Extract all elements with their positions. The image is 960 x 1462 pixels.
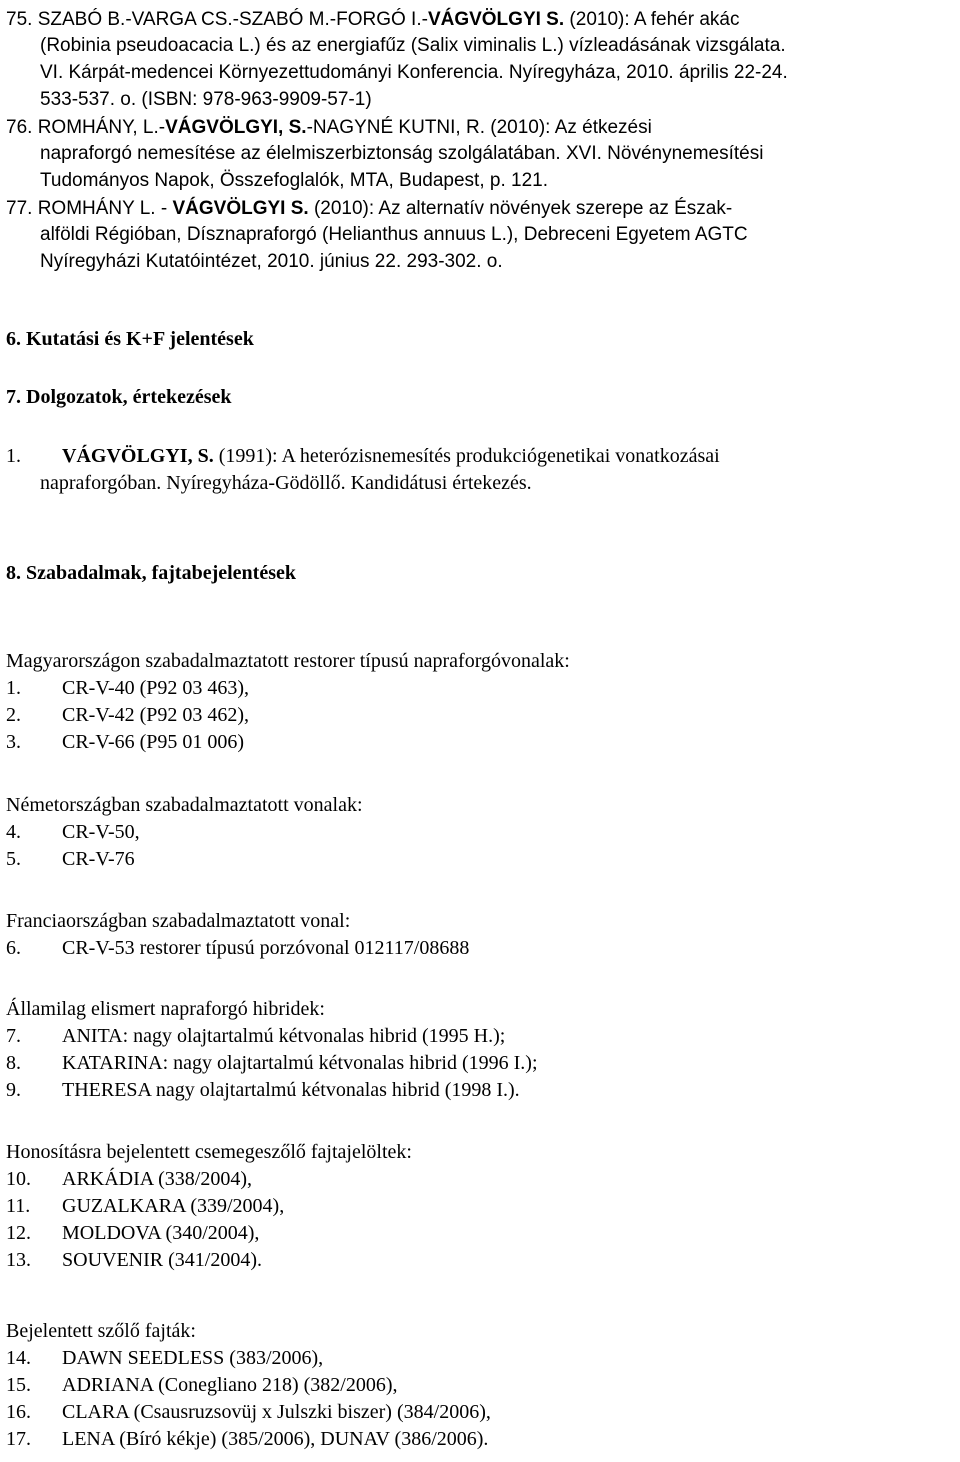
list-item [6, 1372, 398, 1398]
list-item [6, 702, 249, 728]
list-item [6, 1077, 520, 1103]
list-item [6, 729, 244, 755]
item-number: 3. [6, 731, 21, 753]
section-7-heading: 7. Dolgozatok, értekezések [6, 386, 232, 408]
dissertation-line-2: napraforgóban. Nyíregyháza-Gödöllő. Kandidátusi értekezés. [40, 472, 532, 494]
ref-75-line-3: VI. Kárpát-medencei Környezettudományi Konferencia. Nyíregyháza, 2010. április 22-24. [40, 62, 788, 83]
item-text: ANITA: nagy olajtartalmú kétvonalas hibrid (1995 H.); [62, 1025, 506, 1047]
item-number: 14. [6, 1347, 31, 1369]
ref-77-line-1 [6, 195, 732, 221]
item-number: 9. [6, 1079, 21, 1101]
ref-75-year-title: (2010): A fehér akác [564, 9, 740, 30]
item-text: SOUVENIR (341/2004). [62, 1249, 262, 1271]
item-number: 4. [6, 821, 21, 843]
item-number: 13. [6, 1249, 31, 1271]
list-item [6, 1426, 488, 1452]
item-number: 1. [6, 677, 21, 699]
item-number: 11. [6, 1195, 31, 1217]
item-number: 5. [6, 848, 21, 870]
item-number: 6. [6, 937, 21, 959]
dissertation-author: VÁGVÖLGYI, S. [62, 445, 214, 467]
dissertation-number: 1. [6, 445, 21, 467]
group-heading-fr-patent: Franciaországban szabadalmaztatott vonal: [6, 910, 351, 932]
ref-76-line-1 [6, 114, 652, 140]
list-item [6, 1220, 259, 1246]
ref-76-line-3: Tudományos Napok, Összefoglalók, MTA, Budapest, p. 121. [40, 170, 548, 191]
item-text: CR-V-40 (P92 03 463), [62, 677, 250, 699]
group-heading-hybrids: Államilag elismert napraforgó hibridek: [6, 998, 325, 1020]
list-item [6, 1050, 538, 1076]
item-text: CR-V-50, [62, 821, 140, 843]
ref-76-authors: 76. ROMHÁNY, L.- [6, 117, 166, 138]
ref-75-line-1 [6, 6, 739, 32]
list-item [6, 1399, 491, 1425]
ref-75-line-2: (Robinia pseudoacacia L.) és az energiafűz (Salix viminalis L.) vízleadásának vizsgálata. [40, 35, 786, 56]
ref-75-authors: 75. SZABÓ B.-VARGA CS.-SZABÓ M.-FORGÓ I.- [6, 9, 428, 30]
section-8-heading: 8. Szabadalmak, fajtabejelentések [6, 562, 296, 584]
group-heading-de-patents: Németországban szabadalmaztatott vonalak: [6, 794, 363, 816]
section-6-heading: 6. Kutatási és K+F jelentések [6, 328, 254, 350]
item-text: CR-V-42 (P92 03 462), [62, 704, 250, 726]
item-text: ARKÁDIA (338/2004), [62, 1168, 252, 1190]
list-item [6, 846, 135, 872]
list-item [6, 819, 140, 845]
item-number: 7. [6, 1025, 21, 1047]
item-text: ADRIANA (Conegliano 218) (382/2006), [62, 1374, 398, 1396]
item-number: 17. [6, 1428, 31, 1450]
item-text: MOLDOVA (340/2004), [62, 1222, 260, 1244]
item-text: THERESA nagy olajtartalmú kétvonalas hibrid (1998 I.). [62, 1079, 520, 1101]
ref-76-highlight-author: VÁGVÖLGYI, S. [165, 117, 307, 138]
item-text: CR-V-66 (P95 01 006) [62, 731, 245, 753]
item-number: 12. [6, 1222, 31, 1244]
ref-76-line-2: napraforgó nemesítése az élelmiszerbiztonság szolgálatában. XVI. Növénynemesítési [40, 143, 764, 164]
list-item [6, 1023, 505, 1049]
item-text: CR-V-76 [62, 848, 135, 870]
item-text: KATARINA: nagy olajtartalmú kétvonalas hibrid (1996 I.); [62, 1052, 538, 1074]
list-item [6, 675, 249, 701]
ref-77-highlight-author: VÁGVÖLGYI S. [172, 198, 309, 219]
ref-77-year-title: (2010): Az alternatív növények szerepe az Észak- [308, 198, 733, 219]
list-item [6, 1166, 252, 1192]
item-number: 10. [6, 1168, 31, 1190]
item-number: 16. [6, 1401, 31, 1423]
ref-75-highlight-author: VÁGVÖLGYI S. [427, 9, 565, 30]
dissertation-line-1 [6, 443, 720, 469]
item-text: DAWN SEEDLESS (383/2006), [62, 1347, 324, 1369]
item-text: GUZALKARA (339/2004), [62, 1195, 285, 1217]
ref-75-line-4: 533-537. o. (ISBN: 978-963-9909-57-1) [40, 89, 372, 110]
ref-77-authors: 77. ROMHÁNY L. - [6, 198, 173, 219]
item-text: CLARA (Csausruzsovüj x Julszki biszer) (384/2006), [62, 1401, 491, 1423]
list-item [6, 1345, 323, 1371]
dissertation-year-title: (1991): A heterózisnemesítés produkciógenetikai vonatkozásai [213, 445, 720, 467]
item-number: 8. [6, 1052, 21, 1074]
list-item [6, 935, 469, 961]
group-heading-table-grapes: Honosításra bejelentett csemegeszőlő fajtajelöltek: [6, 1141, 412, 1163]
item-text: LENA (Bíró kékje) (385/2006), DUNAV (386/2006). [62, 1428, 489, 1450]
ref-76-year-title: -NAGYNÉ KUTNI, R. (2010): Az étkezési [306, 117, 652, 138]
ref-77-line-3: Nyíregyházi Kutatóintézet, 2010. június 22. 293-302. o. [40, 251, 503, 272]
item-number: 15. [6, 1374, 31, 1396]
list-item [6, 1193, 284, 1219]
ref-77-line-2: alföldi Régióban, Dísznapraforgó (Helianthus annuus L.), Debreceni Egyetem AGTC [40, 224, 748, 245]
list-item [6, 1247, 262, 1273]
item-text: CR-V-53 restorer típusú porzóvonal 012117/08688 [62, 937, 470, 959]
item-number: 2. [6, 704, 21, 726]
group-heading-hu-patents: Magyarországon szabadalmaztatott restorer típusú napraforgóvonalak: [6, 650, 570, 672]
group-heading-grape-varieties: Bejelentett szőlő fajták: [6, 1320, 196, 1342]
